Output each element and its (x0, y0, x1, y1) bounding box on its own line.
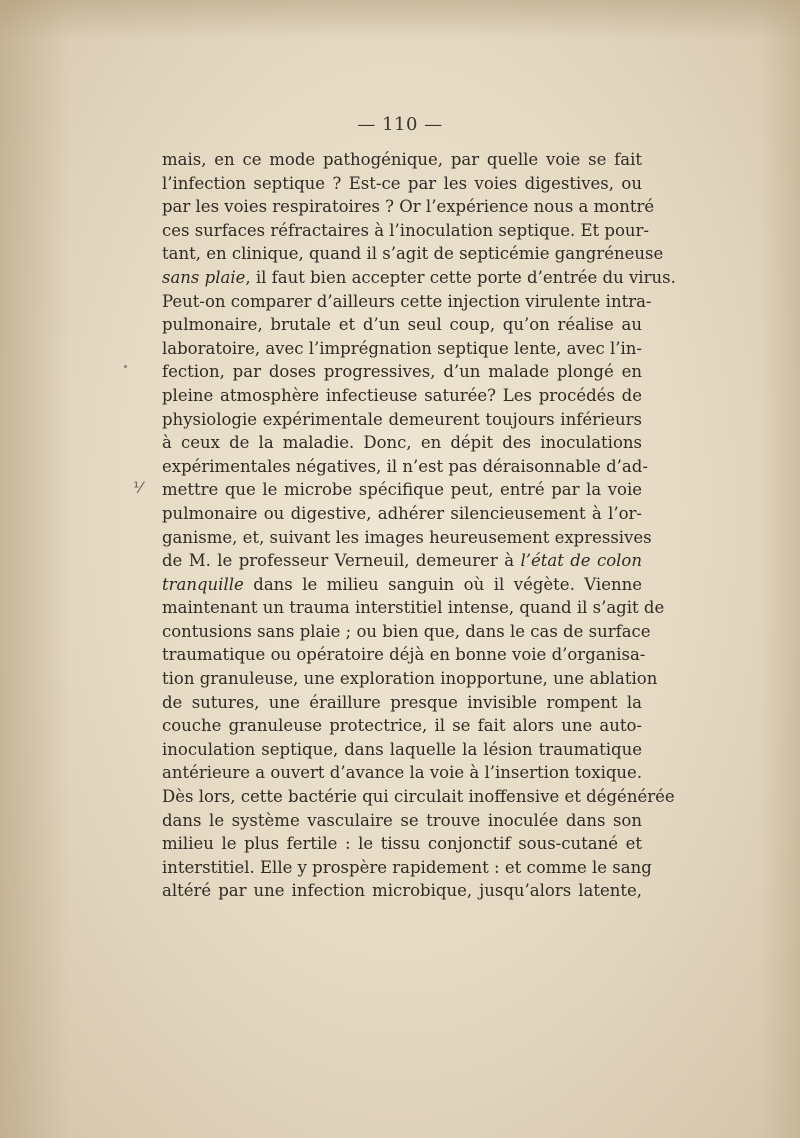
text-run: Dès lors, cette bactérie qui circulait inoffensive et dégénérée (162, 787, 675, 807)
text-line (162, 502, 642, 526)
text-line (162, 856, 652, 880)
text-run: pulmonaire, brutale et d’un seul coup, qu’on réalise au (162, 315, 642, 335)
text-run: ces surfaces réfractaires à l’inoculation septique. Et pour- (162, 220, 649, 240)
italic-phrase: l’état de colon (520, 551, 642, 571)
text-run: laboratoire, avec l’imprégnation septique lente, avec l’in- (162, 338, 642, 358)
text-run: tion granuleuse, une exploration inopportune, une ablation (162, 669, 658, 689)
text-line (162, 478, 642, 502)
text-line (162, 195, 655, 219)
page-shadow-top (0, 0, 800, 40)
text-line (162, 809, 642, 833)
text-run: interstitiel. Elle y prospère rapidement : et comme le sang (162, 857, 652, 877)
text-line (162, 691, 642, 715)
text-run: à ceux de la maladie. Donc, en dépit des inoculations (162, 433, 642, 453)
text-run: , il faut bien accepter cette porte d’entrée du virus. (245, 267, 676, 287)
text-run: dans le système vasculaire se trouve inoculée dans son (162, 810, 642, 830)
text-run: l’infection septique ? Est-ce par les voies digestives, ou (162, 173, 642, 193)
text-run: Peut-on comparer d’ailleurs cette injection virulente intra- (162, 291, 652, 311)
text-run: par les voies respiratoires ? Or l’expérience nous a montré (162, 197, 655, 217)
margin-annotation-mark: ⅟ (133, 478, 143, 497)
text-line (162, 549, 642, 573)
text-line (162, 714, 642, 738)
text-line (162, 172, 642, 196)
text-line (162, 596, 665, 620)
text-line (162, 761, 642, 785)
body-text (162, 148, 676, 903)
page-shadow-left (0, 0, 70, 1138)
text-line (162, 290, 652, 314)
text-line (162, 266, 676, 290)
text-line (162, 242, 664, 266)
text-run: de sutures, une éraillure presque invisible rompent la (162, 692, 642, 712)
text-run: traumatique ou opératoire déjà en bonne voie d’organisa- (162, 645, 646, 665)
italic-phrase: tranquille (162, 574, 244, 594)
text-line (162, 431, 642, 455)
text-line (162, 408, 642, 432)
text-run: maintenant un trauma interstitiel intense, quand il s’agit de (162, 598, 665, 618)
text-line (162, 313, 642, 337)
text-run: de M. le professeur Verneuil, demeurer à (162, 551, 521, 571)
text-run: mais, en ce mode pathogénique, par quelle voie se fait (162, 150, 642, 169)
text-run: dans le milieu sanguin où il végète. Vienne (243, 574, 642, 594)
text-line (162, 384, 642, 408)
text-run: couche granuleuse protectrice, il se fait alors une auto- (162, 716, 642, 736)
page-number: — 110 — (357, 114, 443, 135)
text-run: contusions sans plaie ; ou bien que, dans le cas de surface (162, 621, 651, 641)
text-run: physiologie expérimentale demeurent toujours inférieurs (162, 409, 642, 429)
italic-phrase: sans plaie (162, 267, 246, 287)
text-run: fection, par doses progressives, d’un malade plongé en (162, 362, 642, 382)
text-line (162, 337, 642, 361)
text-line (162, 455, 648, 479)
text-line (162, 526, 652, 550)
text-line (162, 643, 646, 667)
text-line (162, 832, 642, 856)
text-run: mettre que le microbe spécifique peut, entré par la voie (162, 480, 642, 500)
text-line (162, 620, 651, 644)
text-run: pulmonaire ou digestive, adhérer silencieusement à l’or- (162, 503, 642, 523)
text-run: altéré par une infection microbique, jusqu’alors latente, (162, 881, 642, 901)
text-line (162, 738, 642, 762)
text-line (162, 785, 675, 809)
text-run: inoculation septique, dans laquelle la lésion traumatique (162, 739, 642, 759)
text-line (162, 148, 642, 172)
text-line (162, 879, 642, 903)
text-run: milieu le plus fertile : le tissu conjonctif sous-cutané et (162, 834, 642, 854)
text-line (162, 219, 649, 243)
text-run: tant, en clinique, quand il s’agit de septicémie gangréneuse (162, 244, 664, 264)
text-run: expérimentales négatives, il n’est pas déraisonnable d’ad- (162, 456, 648, 476)
text-run: pleine atmosphère infectieuse saturée? Les procédés de (162, 385, 642, 405)
text-run: ganisme, et, suivant les images heureusement expressives (162, 527, 652, 547)
text-line (162, 360, 642, 384)
text-line (162, 573, 642, 597)
text-run: antérieure a ouvert d’avance la voie à l’insertion toxique. (162, 763, 643, 783)
margin-speck (124, 365, 127, 368)
page-shadow-right (760, 0, 800, 1138)
text-line (162, 667, 658, 691)
